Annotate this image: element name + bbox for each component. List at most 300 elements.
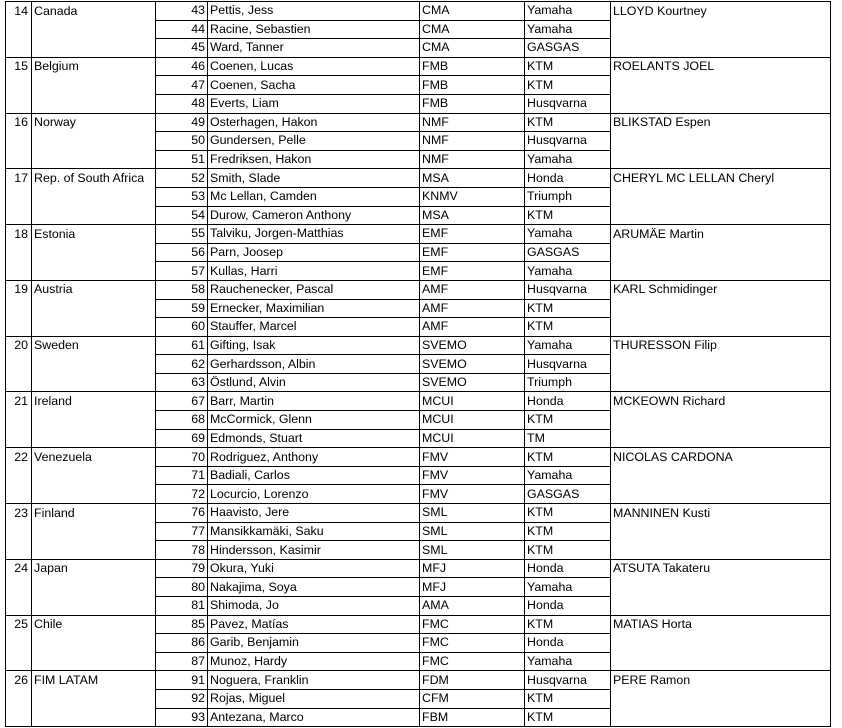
rider-name-cell: Smith, Slade xyxy=(208,169,420,188)
rider-federation-cell: MCUI xyxy=(420,392,525,411)
team-country-cell xyxy=(32,76,156,95)
team-rank-cell: 16 xyxy=(6,113,32,132)
rider-number-cell: 91 xyxy=(156,671,208,690)
team-manager-cell: MANNINEN Kusti xyxy=(611,504,831,523)
team-country-cell xyxy=(32,597,156,616)
rider-federation-cell: SML xyxy=(420,522,525,541)
rider-row xyxy=(6,429,831,448)
team-country-cell: Canada xyxy=(32,2,156,21)
rider-number-cell: 85 xyxy=(156,615,208,634)
team-manager-cell: ROELANTS JOEL xyxy=(611,57,831,76)
rider-row xyxy=(6,652,831,671)
team-rank-cell xyxy=(6,634,32,653)
team-manager-cell xyxy=(611,541,831,560)
team-manager-cell xyxy=(611,689,831,708)
team-manager-cell: BLIKSTAD Espen xyxy=(611,113,831,132)
team-rank-cell: 15 xyxy=(6,57,32,76)
rider-number-cell: 44 xyxy=(156,20,208,39)
rider-number-cell: 93 xyxy=(156,708,208,727)
team-rank-cell xyxy=(6,597,32,616)
rider-bike-cell: KTM xyxy=(525,206,611,225)
team-rank-cell xyxy=(6,94,32,113)
team-rank-cell xyxy=(6,355,32,374)
rider-name-cell: Rojas, Miguel xyxy=(208,689,420,708)
rider-bike-cell: KTM xyxy=(525,411,611,430)
team-rank-cell: 22 xyxy=(6,448,32,467)
team-rank-cell: 23 xyxy=(6,504,32,523)
rider-bike-cell: Yamaha xyxy=(525,652,611,671)
rider-name-cell: Fredriksen, Hakon xyxy=(208,150,420,169)
rider-federation-cell: SML xyxy=(420,541,525,560)
team-country-cell xyxy=(32,522,156,541)
rider-number-cell: 61 xyxy=(156,336,208,355)
rider-bike-cell: Honda xyxy=(525,392,611,411)
rider-bike-cell: KTM xyxy=(525,57,611,76)
team-rank-cell xyxy=(6,132,32,151)
rider-federation-cell: MFJ xyxy=(420,578,525,597)
team-rank-cell xyxy=(6,485,32,504)
team-country-cell xyxy=(32,94,156,113)
rider-row xyxy=(6,392,831,411)
rider-row xyxy=(6,597,831,616)
rider-bike-cell: KTM xyxy=(525,708,611,727)
rider-row xyxy=(6,504,831,523)
team-rank-cell: 21 xyxy=(6,392,32,411)
rider-name-cell: Hindersson, Kasimir xyxy=(208,541,420,560)
rider-bike-cell: Husqvarna xyxy=(525,355,611,374)
rider-number-cell: 92 xyxy=(156,689,208,708)
rider-name-cell: Ward, Tanner xyxy=(208,39,420,58)
rider-row xyxy=(6,150,831,169)
rider-bike-cell: Husqvarna xyxy=(525,94,611,113)
team-country-cell: Chile xyxy=(32,615,156,634)
rider-row xyxy=(6,355,831,374)
rider-federation-cell: SVEMO xyxy=(420,355,525,374)
rider-federation-cell: EMF xyxy=(420,225,525,244)
rider-row xyxy=(6,689,831,708)
team-rank-cell xyxy=(6,411,32,430)
team-country-cell xyxy=(32,206,156,225)
rider-number-cell: 52 xyxy=(156,169,208,188)
team-manager-cell: NICOLAS CARDONA xyxy=(611,448,831,467)
rider-bike-cell: Yamaha xyxy=(525,2,611,21)
rider-name-cell: Östlund, Alvin xyxy=(208,373,420,392)
rider-row xyxy=(6,466,831,485)
team-manager-cell: LLOYD Kourtney xyxy=(611,2,831,21)
rider-name-cell: Parn, Joosep xyxy=(208,243,420,262)
rider-number-cell: 62 xyxy=(156,355,208,374)
rider-bike-cell: KTM xyxy=(525,76,611,95)
team-manager-cell xyxy=(611,243,831,262)
rider-row xyxy=(6,243,831,262)
team-rank-cell xyxy=(6,429,32,448)
rider-row xyxy=(6,262,831,281)
rider-row xyxy=(6,76,831,95)
rider-name-cell: Garib, Benjamin xyxy=(208,634,420,653)
team-rank-cell xyxy=(6,541,32,560)
rider-bike-cell: Yamaha xyxy=(525,20,611,39)
team-country-cell: Rep. of South Africa xyxy=(32,169,156,188)
rider-row xyxy=(6,522,831,541)
team-country-cell: Finland xyxy=(32,504,156,523)
rider-row xyxy=(6,94,831,113)
rider-row xyxy=(6,578,831,597)
rider-row xyxy=(6,187,831,206)
team-rank-cell xyxy=(6,578,32,597)
team-manager-cell xyxy=(611,150,831,169)
rider-row xyxy=(6,634,831,653)
team-manager-cell: THURESSON Filip xyxy=(611,336,831,355)
rider-name-cell: Everts, Liam xyxy=(208,94,420,113)
rider-bike-cell: Honda xyxy=(525,597,611,616)
rider-row xyxy=(6,113,831,132)
rider-number-cell: 76 xyxy=(156,504,208,523)
rider-bike-cell: TM xyxy=(525,429,611,448)
rider-number-cell: 50 xyxy=(156,132,208,151)
rider-name-cell: Nakajima, Soya xyxy=(208,578,420,597)
team-country-cell xyxy=(32,541,156,560)
team-country-cell xyxy=(32,466,156,485)
rider-bike-cell: Husqvarna xyxy=(525,132,611,151)
rider-number-cell: 48 xyxy=(156,94,208,113)
rider-name-cell: Rauchenecker, Pascal xyxy=(208,280,420,299)
rider-federation-cell: FMC xyxy=(420,652,525,671)
team-manager-cell xyxy=(611,132,831,151)
team-country-cell: Sweden xyxy=(32,336,156,355)
rider-name-cell: Shimoda, Jo xyxy=(208,597,420,616)
team-manager-cell xyxy=(611,187,831,206)
rider-number-cell: 77 xyxy=(156,522,208,541)
team-country-cell xyxy=(32,485,156,504)
rider-federation-cell: CMA xyxy=(420,2,525,21)
rider-number-cell: 87 xyxy=(156,652,208,671)
team-rank-cell: 24 xyxy=(6,559,32,578)
rider-row xyxy=(6,225,831,244)
rider-bike-cell: Yamaha xyxy=(525,150,611,169)
rider-federation-cell: CMA xyxy=(420,39,525,58)
rider-federation-cell: CFM xyxy=(420,689,525,708)
team-country-cell: Japan xyxy=(32,559,156,578)
team-rank-cell xyxy=(6,373,32,392)
rider-federation-cell: FMV xyxy=(420,466,525,485)
rider-federation-cell: FMV xyxy=(420,485,525,504)
roster-body xyxy=(6,2,831,727)
rider-row xyxy=(6,411,831,430)
team-country-cell xyxy=(32,373,156,392)
rider-row xyxy=(6,20,831,39)
rider-federation-cell: FMB xyxy=(420,76,525,95)
team-manager-cell xyxy=(611,262,831,281)
rider-number-cell: 54 xyxy=(156,206,208,225)
team-rank-cell xyxy=(6,243,32,262)
team-manager-cell xyxy=(611,20,831,39)
team-rank-cell xyxy=(6,689,32,708)
team-roster-table xyxy=(5,1,831,727)
team-rank-cell: 26 xyxy=(6,671,32,690)
rider-federation-cell: SVEMO xyxy=(420,336,525,355)
rider-name-cell: Talviku, Jorgen-Matthias xyxy=(208,225,420,244)
rider-name-cell: Edmonds, Stuart xyxy=(208,429,420,448)
rider-name-cell: Munoz, Hardy xyxy=(208,652,420,671)
team-rank-cell xyxy=(6,466,32,485)
team-rank-cell xyxy=(6,299,32,318)
team-country-cell: Venezuela xyxy=(32,448,156,467)
rider-row xyxy=(6,671,831,690)
team-manager-cell: ARUMÄE Martin xyxy=(611,225,831,244)
rider-number-cell: 63 xyxy=(156,373,208,392)
rider-name-cell: Ernecker, Maximilian xyxy=(208,299,420,318)
team-rank-cell: 18 xyxy=(6,225,32,244)
rider-name-cell: Mc Lellan, Camden xyxy=(208,187,420,206)
team-manager-cell xyxy=(611,39,831,58)
rider-name-cell: Noguera, Franklin xyxy=(208,671,420,690)
rider-name-cell: Pettis, Jess xyxy=(208,2,420,21)
rider-federation-cell: MCUI xyxy=(420,429,525,448)
rider-bike-cell: KTM xyxy=(525,318,611,337)
team-country-cell: FIM LATAM xyxy=(32,671,156,690)
team-country-cell xyxy=(32,262,156,281)
rider-name-cell: Pavez, Matías xyxy=(208,615,420,634)
rider-bike-cell: KTM xyxy=(525,448,611,467)
team-country-cell: Ireland xyxy=(32,392,156,411)
rider-federation-cell: FMC xyxy=(420,634,525,653)
rider-row xyxy=(6,541,831,560)
team-country-cell xyxy=(32,689,156,708)
team-manager-cell: KARL Schmidinger xyxy=(611,280,831,299)
rider-bike-cell: KTM xyxy=(525,615,611,634)
rider-federation-cell: KNMV xyxy=(420,187,525,206)
team-manager-cell xyxy=(611,708,831,727)
rider-row xyxy=(6,132,831,151)
team-manager-cell xyxy=(611,578,831,597)
rider-row xyxy=(6,318,831,337)
rider-bike-cell: GASGAS xyxy=(525,485,611,504)
rider-bike-cell: Honda xyxy=(525,169,611,188)
rider-name-cell: Rodriguez, Anthony xyxy=(208,448,420,467)
team-manager-cell xyxy=(611,206,831,225)
rider-name-cell: Coenen, Lucas xyxy=(208,57,420,76)
rider-number-cell: 71 xyxy=(156,466,208,485)
team-rank-cell xyxy=(6,522,32,541)
team-manager-cell xyxy=(611,597,831,616)
team-manager-cell xyxy=(611,466,831,485)
team-country-cell: Austria xyxy=(32,280,156,299)
rider-federation-cell: SVEMO xyxy=(420,373,525,392)
team-rank-cell: 19 xyxy=(6,280,32,299)
rider-name-cell: Durow, Cameron Anthony xyxy=(208,206,420,225)
rider-row xyxy=(6,708,831,727)
team-country-cell xyxy=(32,20,156,39)
rider-bike-cell: Triumph xyxy=(525,373,611,392)
rider-federation-cell: EMF xyxy=(420,262,525,281)
rider-number-cell: 56 xyxy=(156,243,208,262)
rider-row xyxy=(6,39,831,58)
rider-number-cell: 53 xyxy=(156,187,208,206)
team-rank-cell xyxy=(6,150,32,169)
rider-federation-cell: FMV xyxy=(420,448,525,467)
team-country-cell xyxy=(32,355,156,374)
rider-row xyxy=(6,373,831,392)
rider-bike-cell: Honda xyxy=(525,634,611,653)
rider-federation-cell: MFJ xyxy=(420,559,525,578)
team-rank-cell xyxy=(6,39,32,58)
rider-name-cell: Racine, Sebastien xyxy=(208,20,420,39)
team-country-cell xyxy=(32,187,156,206)
rider-name-cell: McCormick, Glenn xyxy=(208,411,420,430)
rider-number-cell: 78 xyxy=(156,541,208,560)
rider-bike-cell: Husqvarna xyxy=(525,671,611,690)
rider-number-cell: 70 xyxy=(156,448,208,467)
rider-bike-cell: Yamaha xyxy=(525,336,611,355)
rider-federation-cell: SML xyxy=(420,504,525,523)
team-rank-cell xyxy=(6,262,32,281)
team-country-cell xyxy=(32,652,156,671)
rider-federation-cell: AMF xyxy=(420,318,525,337)
rider-bike-cell: Husqvarna xyxy=(525,280,611,299)
team-country-cell xyxy=(32,150,156,169)
team-manager-cell xyxy=(611,373,831,392)
team-rank-cell: 14 xyxy=(6,2,32,21)
rider-number-cell: 60 xyxy=(156,318,208,337)
rider-number-cell: 79 xyxy=(156,559,208,578)
rider-bike-cell: Yamaha xyxy=(525,466,611,485)
team-country-cell xyxy=(32,132,156,151)
rider-bike-cell: Triumph xyxy=(525,187,611,206)
rider-name-cell: Haavisto, Jere xyxy=(208,504,420,523)
rider-row xyxy=(6,2,831,21)
team-manager-cell xyxy=(611,318,831,337)
rider-name-cell: Kullas, Harri xyxy=(208,262,420,281)
team-rank-cell xyxy=(6,187,32,206)
rider-row xyxy=(6,559,831,578)
rider-federation-cell: AMF xyxy=(420,299,525,318)
rider-row xyxy=(6,485,831,504)
rider-row xyxy=(6,206,831,225)
team-rank-cell: 20 xyxy=(6,336,32,355)
team-country-cell: Belgium xyxy=(32,57,156,76)
team-country-cell xyxy=(32,299,156,318)
rider-bike-cell: GASGAS xyxy=(525,39,611,58)
rider-federation-cell: MCUI xyxy=(420,411,525,430)
rider-number-cell: 81 xyxy=(156,597,208,616)
rider-name-cell: Gerhardsson, Albin xyxy=(208,355,420,374)
rider-number-cell: 45 xyxy=(156,39,208,58)
rider-federation-cell: FBM xyxy=(420,708,525,727)
rider-number-cell: 69 xyxy=(156,429,208,448)
rider-name-cell: Badiali, Carlos xyxy=(208,466,420,485)
team-manager-cell: CHERYL MC LELLAN Cheryl xyxy=(611,169,831,188)
rider-row xyxy=(6,615,831,634)
rider-name-cell: Coenen, Sacha xyxy=(208,76,420,95)
rider-name-cell: Locurcio, Lorenzo xyxy=(208,485,420,504)
rider-name-cell: Gifting, Isak xyxy=(208,336,420,355)
rider-number-cell: 51 xyxy=(156,150,208,169)
team-country-cell xyxy=(32,578,156,597)
team-manager-cell xyxy=(611,411,831,430)
rider-name-cell: Osterhagen, Hakon xyxy=(208,113,420,132)
team-country-cell xyxy=(32,411,156,430)
team-manager-cell xyxy=(611,429,831,448)
team-manager-cell xyxy=(611,94,831,113)
rider-federation-cell: AMF xyxy=(420,280,525,299)
rider-number-cell: 57 xyxy=(156,262,208,281)
rider-row xyxy=(6,57,831,76)
rider-bike-cell: Yamaha xyxy=(525,578,611,597)
team-manager-cell: ATSUTA Takateru xyxy=(611,559,831,578)
rider-federation-cell: NMF xyxy=(420,150,525,169)
rider-number-cell: 43 xyxy=(156,2,208,21)
rider-bike-cell: KTM xyxy=(525,113,611,132)
team-rank-cell xyxy=(6,708,32,727)
rider-bike-cell: KTM xyxy=(525,541,611,560)
rider-number-cell: 86 xyxy=(156,634,208,653)
team-manager-cell: MCKEOWN Richard xyxy=(611,392,831,411)
rider-number-cell: 72 xyxy=(156,485,208,504)
team-rank-cell xyxy=(6,20,32,39)
rider-federation-cell: EMF xyxy=(420,243,525,262)
rider-federation-cell: FMB xyxy=(420,94,525,113)
rider-row xyxy=(6,280,831,299)
team-country-cell xyxy=(32,39,156,58)
team-manager-cell: MATIAS Horta xyxy=(611,615,831,634)
team-rank-cell xyxy=(6,652,32,671)
team-manager-cell xyxy=(611,485,831,504)
rider-row xyxy=(6,299,831,318)
rider-federation-cell: FMC xyxy=(420,615,525,634)
rider-bike-cell: GASGAS xyxy=(525,243,611,262)
rider-federation-cell: FMB xyxy=(420,57,525,76)
rider-name-cell: Gundersen, Pelle xyxy=(208,132,420,151)
rider-name-cell: Barr, Martin xyxy=(208,392,420,411)
rider-federation-cell: MSA xyxy=(420,206,525,225)
team-manager-cell xyxy=(611,522,831,541)
rider-bike-cell: KTM xyxy=(525,522,611,541)
rider-row xyxy=(6,448,831,467)
team-rank-cell xyxy=(6,206,32,225)
team-manager-cell xyxy=(611,355,831,374)
rider-name-cell: Mansikkamäki, Saku xyxy=(208,522,420,541)
rider-name-cell: Okura, Yuki xyxy=(208,559,420,578)
rider-row xyxy=(6,336,831,355)
team-manager-cell: PERE Ramon xyxy=(611,671,831,690)
rider-bike-cell: KTM xyxy=(525,504,611,523)
team-country-cell xyxy=(32,429,156,448)
team-country-cell xyxy=(32,243,156,262)
rider-bike-cell: Yamaha xyxy=(525,262,611,281)
rider-number-cell: 55 xyxy=(156,225,208,244)
rider-number-cell: 68 xyxy=(156,411,208,430)
rider-bike-cell: Honda xyxy=(525,559,611,578)
team-country-cell: Estonia xyxy=(32,225,156,244)
rider-number-cell: 47 xyxy=(156,76,208,95)
team-manager-cell xyxy=(611,76,831,95)
rider-federation-cell: NMF xyxy=(420,113,525,132)
rider-number-cell: 46 xyxy=(156,57,208,76)
rider-bike-cell: KTM xyxy=(525,299,611,318)
team-country-cell: Norway xyxy=(32,113,156,132)
team-rank-cell: 25 xyxy=(6,615,32,634)
team-country-cell xyxy=(32,318,156,337)
rider-number-cell: 80 xyxy=(156,578,208,597)
rider-bike-cell: KTM xyxy=(525,689,611,708)
rider-name-cell: Antezana, Marco xyxy=(208,708,420,727)
team-country-cell xyxy=(32,708,156,727)
rider-number-cell: 58 xyxy=(156,280,208,299)
team-rank-cell xyxy=(6,76,32,95)
rider-row xyxy=(6,169,831,188)
rider-federation-cell: AMA xyxy=(420,597,525,616)
team-manager-cell xyxy=(611,652,831,671)
